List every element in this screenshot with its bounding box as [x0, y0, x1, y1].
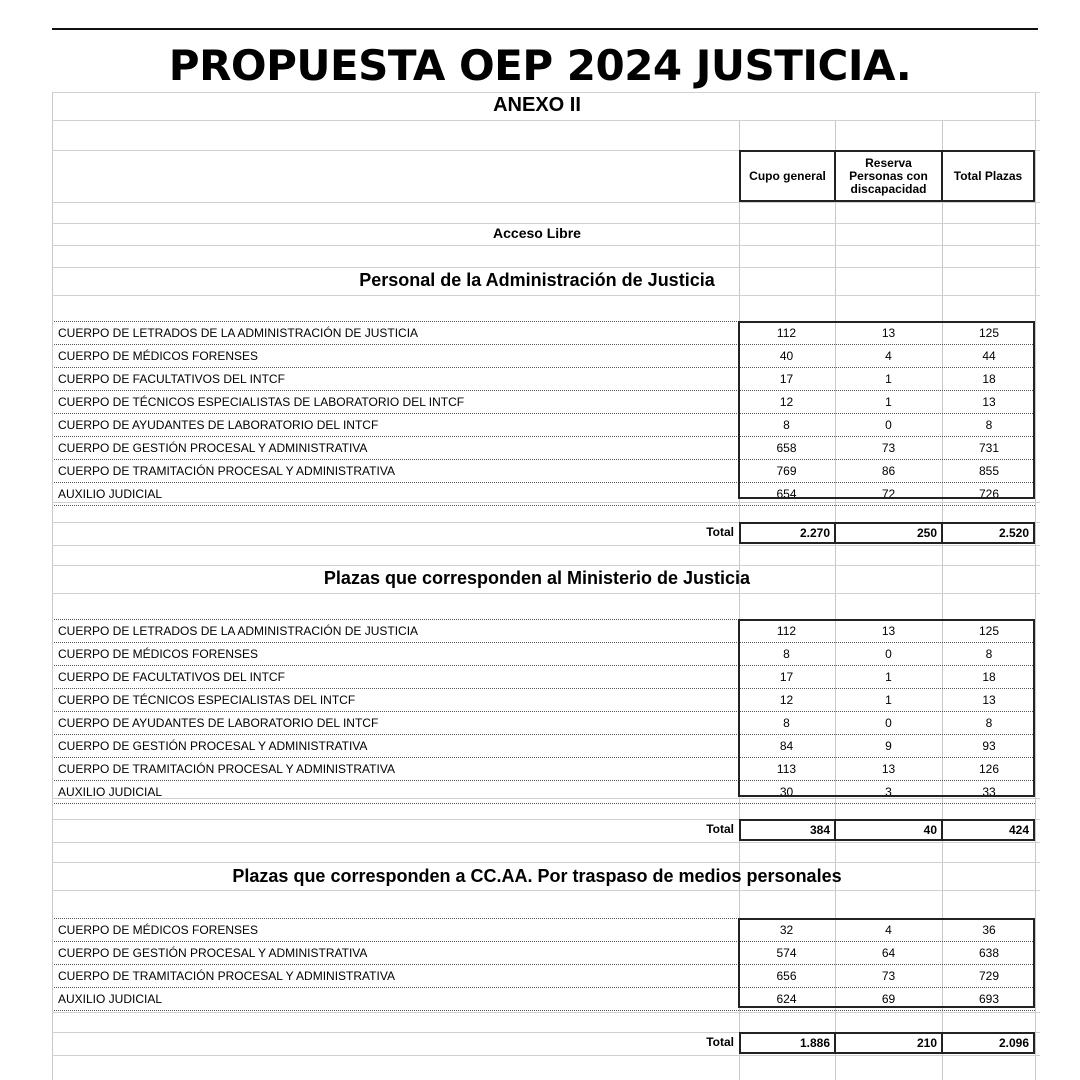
cell-reserva: 73: [881, 441, 896, 455]
grid-line: [52, 295, 1040, 296]
section-table: [54, 918, 1035, 1011]
cell-total: 8: [985, 716, 993, 730]
cell-reserva: 69: [881, 992, 896, 1006]
cell-reserva: 1: [885, 693, 892, 707]
cell-cupo: 84: [779, 739, 794, 753]
cell-cupo: 17: [779, 670, 794, 684]
cell-reserva: 86: [881, 464, 896, 478]
table-row: [54, 918, 1035, 942]
row-label: CUERPO DE FACULTATIVOS DEL INTCF: [58, 372, 285, 386]
cell-cupo: 12: [779, 395, 794, 409]
cell-cupo: 8: [783, 716, 790, 730]
table-row: [54, 942, 1035, 965]
cell-cupo: 624: [776, 992, 797, 1006]
total-reserva: 40: [834, 819, 943, 841]
cell-reserva: 3: [885, 785, 892, 799]
total-label: Total: [706, 822, 734, 836]
table-row: [54, 758, 1035, 781]
cell-reserva: 0: [885, 418, 892, 432]
cell-cupo: 112: [776, 624, 797, 638]
section-table: [54, 619, 1035, 804]
table-row: [54, 712, 1035, 735]
grid-line: [52, 223, 1040, 224]
row-label: CUERPO DE FACULTATIVOS DEL INTCF: [58, 670, 285, 684]
total-cupo: 384: [739, 819, 836, 841]
cell-total: 8: [985, 647, 993, 661]
row-label: CUERPO DE GESTIÓN PROCESAL Y ADMINISTRATIVA: [58, 739, 368, 753]
cell-total: 33: [982, 785, 996, 799]
page-title: PROPUESTA OEP 2024 JUSTICIA.: [168, 41, 912, 90]
table-row: [54, 666, 1035, 689]
cell-cupo: 658: [776, 441, 797, 455]
cell-reserva: 72: [881, 487, 896, 501]
total-cupo: 1.886: [739, 1032, 836, 1054]
cell-reserva: 4: [885, 923, 892, 937]
cell-reserva: 1: [885, 395, 892, 409]
total-total: 2.520: [941, 522, 1035, 544]
section-title: Personal de la Administración de Justicia: [359, 270, 715, 290]
access-type: Acceso Libre: [493, 225, 581, 241]
table-row: [54, 619, 1035, 643]
table-row: [54, 460, 1035, 483]
cell-total: 125: [978, 326, 1000, 340]
column-header-cupo: Cupo general: [739, 150, 836, 202]
row-label: CUERPO DE MÉDICOS FORENSES: [58, 923, 259, 937]
row-label: CUERPO DE GESTIÓN PROCESAL Y ADMINISTRATIVA: [58, 441, 368, 455]
grid-line: [52, 1012, 1040, 1013]
cell-total: 93: [982, 739, 996, 753]
cell-total: 731: [978, 441, 1000, 455]
table-row: [54, 345, 1035, 368]
cell-total: 126: [978, 762, 1000, 776]
row-label: CUERPO DE TRAMITACIÓN PROCESAL Y ADMINISTRATIVA: [58, 464, 395, 478]
grid-line: [52, 120, 1040, 121]
cell-cupo: 30: [779, 785, 794, 799]
grid-line: [52, 1055, 1040, 1056]
row-label: AUXILIO JUDICIAL: [58, 487, 163, 501]
total-reserva: 210: [834, 1032, 943, 1054]
cell-cupo: 113: [776, 762, 797, 776]
total-label: Total: [706, 1035, 734, 1049]
row-label: CUERPO DE AYUDANTES DE LABORATORIO DEL INTCF: [58, 418, 379, 432]
cell-total: 44: [982, 349, 996, 363]
table-row: [54, 321, 1035, 345]
cell-cupo: 12: [779, 693, 794, 707]
table-row: [54, 437, 1035, 460]
cell-reserva: 13: [881, 624, 896, 638]
total-cupo: 2.270: [739, 522, 836, 544]
annex-title: ANEXO II: [493, 94, 581, 116]
total-reserva: 250: [834, 522, 943, 544]
cell-reserva: 1: [885, 372, 892, 386]
cell-cupo: 574: [776, 946, 797, 960]
cell-total: 18: [982, 372, 996, 386]
cell-cupo: 8: [783, 418, 790, 432]
cell-total: 693: [978, 992, 1000, 1006]
row-label: CUERPO DE LETRADOS DE LA ADMINISTRACIÓN DE JUSTICIA: [58, 326, 419, 340]
table-row: [54, 735, 1035, 758]
cell-reserva: 9: [885, 739, 892, 753]
grid-line: [52, 862, 1040, 863]
top-rule: [52, 28, 1038, 30]
grid-line: [52, 202, 1040, 203]
row-label: CUERPO DE TRAMITACIÓN PROCESAL Y ADMINISTRATIVA: [58, 762, 395, 776]
grid-line: [52, 245, 1040, 246]
grid-line: [52, 92, 1040, 93]
row-label: CUERPO DE MÉDICOS FORENSES: [58, 647, 259, 661]
column-header-reserva: Reserva Personas con discapacidad: [834, 150, 943, 202]
cell-total: 125: [978, 624, 1000, 638]
cell-reserva: 0: [885, 716, 892, 730]
cell-reserva: 0: [885, 647, 892, 661]
cell-cupo: 17: [779, 372, 794, 386]
cell-total: 638: [978, 946, 1000, 960]
column-header-total: Total Plazas: [941, 150, 1035, 202]
grid-line: [52, 545, 1040, 546]
spreadsheet: [52, 92, 1040, 1080]
cell-reserva: 73: [881, 969, 896, 983]
table-row: [54, 781, 1035, 804]
section-title: Plazas que corresponden al Ministerio de Justicia: [323, 568, 751, 588]
cell-total: 13: [982, 693, 996, 707]
total-total: 424: [941, 819, 1035, 841]
row-label: AUXILIO JUDICIAL: [58, 992, 163, 1006]
cell-cupo: 40: [779, 349, 794, 363]
section-table: [54, 321, 1035, 506]
grid-line: [52, 267, 1040, 268]
table-row: [54, 368, 1035, 391]
cell-cupo: 32: [779, 923, 794, 937]
cell-total: 13: [982, 395, 996, 409]
row-label: CUERPO DE TÉCNICOS ESPECIALISTAS DEL INTCF: [58, 693, 356, 707]
cell-total: 18: [982, 670, 996, 684]
row-label: CUERPO DE GESTIÓN PROCESAL Y ADMINISTRATIVA: [58, 946, 368, 960]
cell-reserva: 64: [881, 946, 896, 960]
table-row: [54, 689, 1035, 712]
table-row: [54, 414, 1035, 437]
table-row: [54, 483, 1035, 506]
grid-line: [52, 842, 1040, 843]
row-label: CUERPO DE TRAMITACIÓN PROCESAL Y ADMINISTRATIVA: [58, 969, 395, 983]
table-row: [54, 965, 1035, 988]
cell-reserva: 4: [885, 349, 892, 363]
cell-total: 36: [982, 923, 996, 937]
cell-cupo: 8: [783, 647, 790, 661]
row-label: CUERPO DE AYUDANTES DE LABORATORIO DEL INTCF: [58, 716, 379, 730]
section-title: Plazas que corresponden a CC.AA. Por traspaso de medios personales: [232, 866, 842, 886]
cell-reserva: 1: [885, 670, 892, 684]
row-label: CUERPO DE LETRADOS DE LA ADMINISTRACIÓN DE JUSTICIA: [58, 624, 419, 638]
cell-total: 855: [978, 464, 1000, 478]
grid-line: [52, 593, 1040, 594]
grid-line: [52, 565, 1040, 566]
row-label: CUERPO DE TÉCNICOS ESPECIALISTAS DE LABORATORIO DEL INTCF: [58, 395, 465, 409]
total-label: Total: [706, 525, 734, 539]
row-label: CUERPO DE MÉDICOS FORENSES: [58, 349, 259, 363]
table-row: [54, 391, 1035, 414]
row-label: AUXILIO JUDICIAL: [58, 785, 163, 799]
cell-total: 8: [985, 418, 993, 432]
grid-line: [52, 890, 1040, 891]
cell-cupo: 112: [776, 326, 797, 340]
cell-total: 729: [978, 969, 1000, 983]
table-row: [54, 988, 1035, 1011]
cell-cupo: 769: [776, 464, 797, 478]
table-row: [54, 643, 1035, 666]
grid-line: [1035, 92, 1036, 1080]
cell-reserva: 13: [881, 762, 896, 776]
total-total: 2.096: [941, 1032, 1035, 1054]
cell-cupo: 656: [776, 969, 797, 983]
cell-reserva: 13: [881, 326, 896, 340]
cell-cupo: 654: [776, 487, 797, 501]
cell-total: 726: [978, 487, 1000, 501]
